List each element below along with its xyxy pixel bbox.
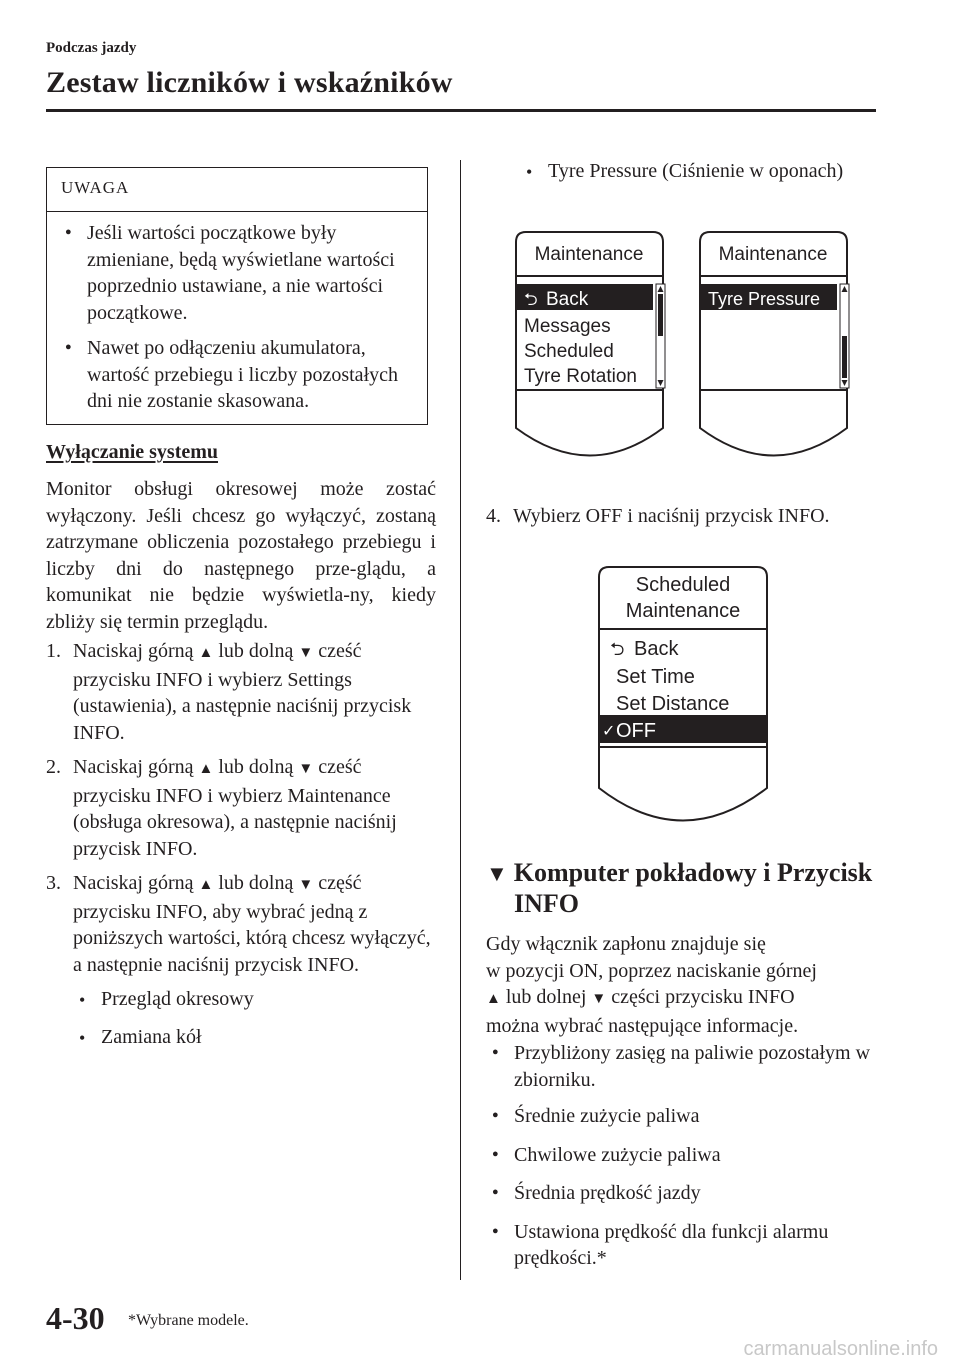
step-item: 4. Wybierz OFF i naciśnij przycisk INFO. xyxy=(486,505,830,527)
note-box xyxy=(46,167,428,425)
option-item: • Zamiana kół xyxy=(73,1024,436,1054)
option-item: • Przegląd okresowy xyxy=(73,986,436,1016)
screen-title-line1: Scheduled xyxy=(635,574,731,596)
checkmark-icon: ✓ xyxy=(602,723,616,740)
menu-item-messages: Messages xyxy=(524,316,611,337)
down-triangle-icon: ▼ xyxy=(298,761,314,777)
display-screen-tyre-pressure xyxy=(692,228,855,468)
note-list xyxy=(47,212,427,415)
page-title: Zestaw liczników i wskaźników xyxy=(46,66,453,99)
section-heading: ▼ Komputer pokładowy i Przycisk INFO xyxy=(486,858,873,918)
step-item: 2. Naciskaj górną ▲ lub dolną ▼ cześć przycisku INFO i wybierz Maintenance (obsługa okresowa), a następnie naciśnij przycisk INFO. xyxy=(46,756,397,860)
info-item: ● Przybliżony zasięg na paliwie pozostałym w zbiorniku. xyxy=(486,1040,886,1093)
down-triangle-icon: ▼ xyxy=(486,861,508,886)
bullet-icon xyxy=(59,220,87,326)
menu-item-tyre-rotation: Tyre Rotation xyxy=(524,366,637,387)
down-triangle-icon: ▼ xyxy=(298,877,314,893)
column-divider xyxy=(460,160,461,1280)
step-item: 1. Naciskaj górną ▲ lub dolną ▼ cześć przycisku INFO i wybierz Settings (ustawienia), a następnie naciśnij przycisk INFO. xyxy=(46,640,412,744)
menu-item-tyre-pressure: Tyre Pressure xyxy=(708,289,821,309)
bullet-icon xyxy=(73,986,101,1016)
note-item: ● Nawet po odłączeniu akumulatora, wartość przebiegu i liczby pozostałych dni nie zostanie skasowana. xyxy=(59,335,417,415)
info-item: ● Chwilowe zużycie paliwa xyxy=(486,1142,886,1171)
info-item: ● Średnie zużycie paliwa xyxy=(486,1103,886,1132)
info-item: ● Średnia prędkość jazdy xyxy=(486,1180,886,1209)
down-triangle-icon: ▼ xyxy=(591,991,607,1007)
bullet-icon xyxy=(73,1024,101,1054)
scrollbar-thumb xyxy=(658,294,663,336)
info-item: ● Ustawiona prędkość dla funkcji alarmu prędkości.* xyxy=(486,1219,886,1272)
note-heading: UWAGA xyxy=(47,168,427,212)
bullet-icon xyxy=(486,1180,514,1209)
back-arrow-icon: ⮌ xyxy=(524,290,538,309)
menu-item-back: Back xyxy=(546,289,589,310)
footnote: *Wybrane modele. xyxy=(128,1312,249,1329)
note-item: ● Jeśli wartości początkowe były zmieniane, będą wyświetlane wartości poprzednio ustawiane, a nie wartości początkowe. xyxy=(59,220,417,326)
up-triangle-icon: ▲ xyxy=(198,761,214,777)
step-item: 3. Naciskaj górną ▲ lub dolną ▼ część przycisku INFO, aby wybrać jedną z poniższych wartości, którą chcesz wyłączyć, a następnie naciśnij przycisk INFO. xyxy=(46,872,431,976)
menu-item-scheduled: Scheduled xyxy=(524,341,614,362)
page-number: 4-30 xyxy=(46,1300,105,1336)
subsection-title: Wyłączanie systemu xyxy=(46,441,219,463)
bullet-icon xyxy=(520,158,548,188)
screen-title: Maintenance xyxy=(718,244,828,265)
menu-item-back: Back xyxy=(634,638,679,660)
menu-item-set-time: Set Time xyxy=(616,666,695,688)
bullet-icon xyxy=(486,1103,514,1132)
title-rule xyxy=(46,109,876,112)
screen-title: Maintenance xyxy=(534,244,644,265)
bullet-icon xyxy=(59,335,87,415)
up-triangle-icon: ▲ xyxy=(486,991,501,1007)
bullet-icon xyxy=(486,1142,514,1171)
menu-item-set-distance: Set Distance xyxy=(616,693,730,715)
options-list xyxy=(46,986,436,1053)
option-item: • Tyre Pressure (Ciśnienie w oponach) xyxy=(520,158,880,188)
watermark: carmanualsonline.info xyxy=(743,1338,938,1360)
scrollbar-thumb xyxy=(842,336,847,378)
section-label: Podczas jazdy xyxy=(46,40,137,56)
display-screen-scheduled-maintenance xyxy=(592,563,774,835)
bullet-icon xyxy=(486,1040,514,1093)
info-list xyxy=(486,1040,886,1282)
steps-list xyxy=(46,638,436,1053)
up-triangle-icon: ▲ xyxy=(198,645,214,661)
menu-item-off: OFF xyxy=(616,720,656,742)
screen-title-line2: Maintenance xyxy=(625,600,741,622)
up-triangle-icon: ▲ xyxy=(198,877,214,893)
down-triangle-icon: ▼ xyxy=(298,645,314,661)
intro-paragraph: Monitor obsługi okresowej może zostać wyłączony. Jeśli chcesz go wyłączyć, zostaną zatrzymane obliczenia pozostałego przebiegu i liczby dni do następnego prze-glądu, a komunikat nie będzie wyświetla-ny, kiedy zbliży się termin przeglądu. xyxy=(46,478,436,633)
komputer-paragraph: Gdy włącznik zapłonu znajduje się w pozycji ON, poprzez naciskanie górnej ▲ lub dolnej ▼ części przycisku INFO można wybrać następujące informacje. xyxy=(486,933,817,1037)
bullet-icon xyxy=(486,1219,514,1272)
back-arrow-icon: ⮌ xyxy=(610,639,625,659)
display-screen-maintenance-list xyxy=(508,228,671,468)
